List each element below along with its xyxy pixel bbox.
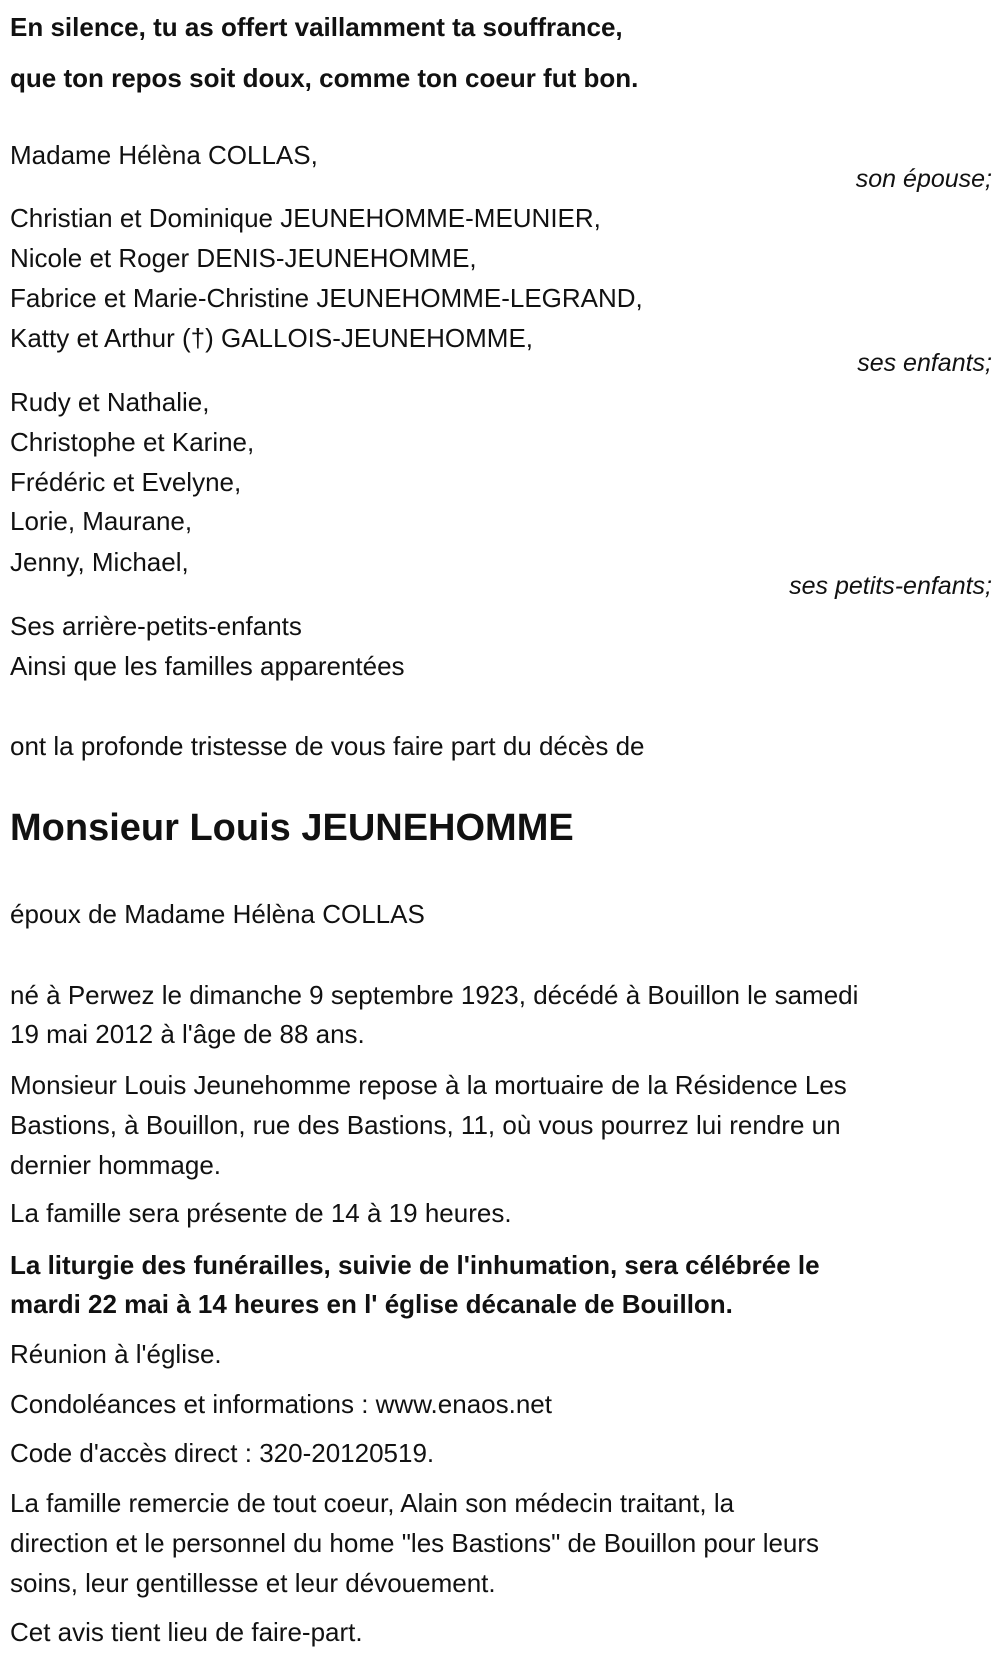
other-family: Ainsi que les familles apparentées [10, 651, 405, 681]
funeral-details: La liturgie des funérailles, suivie de l'inhumation, sera célébrée le [10, 1250, 820, 1280]
body-line: La famille sera présente de 14 à 19 heures. [10, 1198, 512, 1228]
body-line: Réunion à l'église. [10, 1339, 222, 1369]
relation-label-spouse: son épouse; [855, 165, 992, 193]
body-line: La famille remercie de tout coeur, Alain son médecin traitant, la [10, 1488, 735, 1518]
epigraph-line: En silence, tu as offert vaillamment ta souffrance, [10, 12, 623, 42]
epigraph-line: que ton repos soit doux, comme ton coeur fut bon. [10, 63, 639, 93]
child-name: Fabrice et Marie-Christine JEUNEHOMME-LEGRAND, [10, 283, 643, 313]
other-family: Ses arrière-petits-enfants [10, 611, 302, 641]
child-name: Nicole et Roger DENIS-JEUNEHOMME, [10, 243, 477, 273]
relation-label-children: ses enfants; [857, 349, 992, 377]
child-name: Katty et Arthur (†) GALLOIS-JEUNEHOMME, [10, 323, 534, 353]
body-line: direction et le personnel du home "les Bastions" de Bouillon pour leurs [10, 1528, 820, 1558]
body-line: né à Perwez le dimanche 9 septembre 1923, décédé à Bouillon le samedi [10, 980, 859, 1010]
funeral-details: mardi 22 mai à 14 heures en l' église décanale de Bouillon. [10, 1289, 733, 1319]
deceased-name-heading: Monsieur Louis JEUNEHOMME [10, 807, 574, 849]
body-line: soins, leur gentillesse et leur dévouement. [10, 1568, 496, 1598]
body-line: Bastions, à Bouillon, rue des Bastions, 11, où vous pourrez lui rendre un [10, 1110, 841, 1140]
spouse-of: époux de Madame Hélèna COLLAS [10, 899, 425, 929]
access-code: Code d'accès direct : 320-20120519. [10, 1438, 435, 1468]
grandchild-name: Jenny, Michael, [10, 547, 189, 577]
grandchild-name: Frédéric et Evelyne, [10, 467, 242, 497]
grandchild-name: Lorie, Maurane, [10, 506, 193, 536]
body-line: Cet avis tient lieu de faire-part. [10, 1617, 363, 1647]
grandchild-name: Rudy et Nathalie, [10, 387, 210, 417]
body-line: dernier hommage. [10, 1150, 221, 1180]
child-name: Christian et Dominique JEUNEHOMME-MEUNIER, [10, 203, 601, 233]
body-line: 19 mai 2012 à l'âge de 88 ans. [10, 1019, 365, 1049]
body-line: Monsieur Louis Jeunehomme repose à la mortuaire de la Résidence Les [10, 1070, 847, 1100]
condolences-info: Condoléances et informations : www.enaos.net [10, 1389, 552, 1419]
announcement: ont la profonde tristesse de vous faire part du décès de [10, 731, 645, 761]
spouse-name: Madame Hélèna COLLAS, [10, 140, 318, 170]
relation-label-grandchildren: ses petits-enfants; [789, 572, 992, 600]
grandchild-name: Christophe et Karine, [10, 427, 255, 457]
